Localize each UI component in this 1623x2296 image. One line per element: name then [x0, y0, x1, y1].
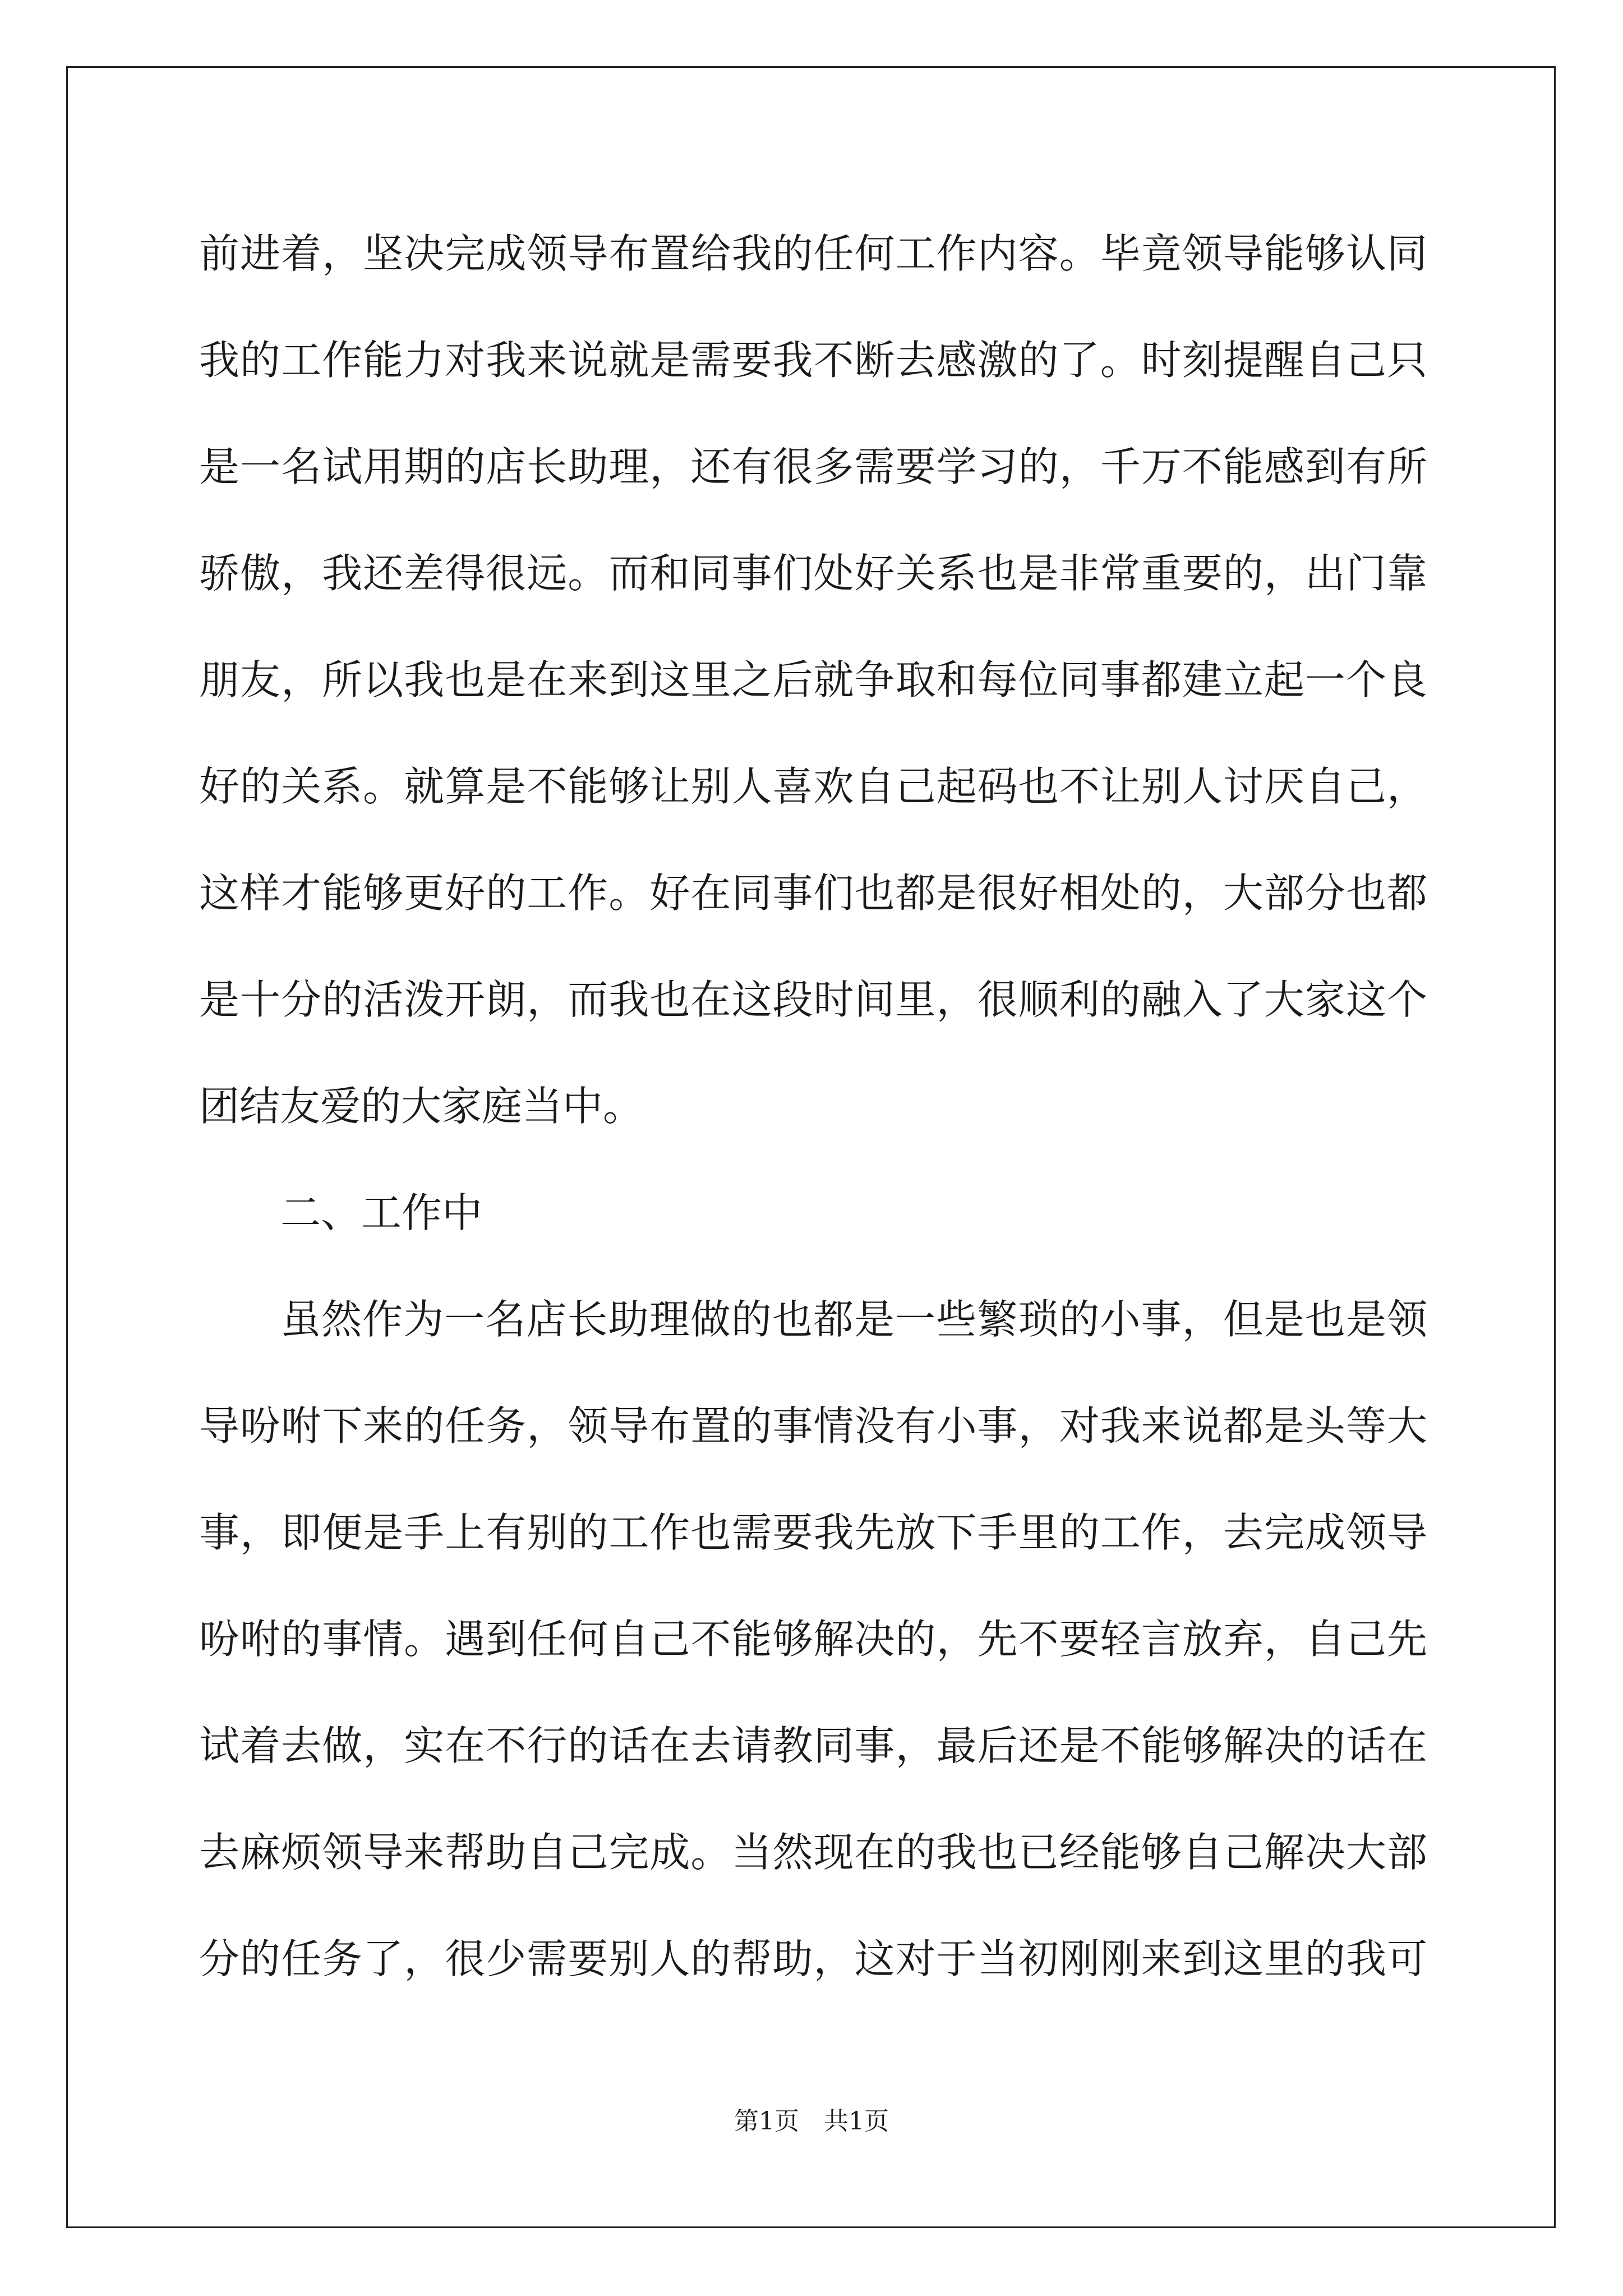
- body-line: 朋友，所以我也是在来到这里之后就争取和每位同事都建立起一个良: [199, 656, 1427, 703]
- body-line: 去麻烦领导来帮助自己完成。当然现在的我也已经能够自己解决大部: [199, 1829, 1427, 1876]
- page-footer: 第1页 共1页: [734, 2107, 889, 2136]
- body-line: 吩咐的事情。遇到任何自己不能够解决的，先不要轻言放弃，自己先: [199, 1616, 1427, 1663]
- body-line: 前进着，坚决完成领导布置给我的任何工作内容。毕竟领导能够认同: [199, 230, 1427, 277]
- body-line: 分的任务了，很少需要别人的帮助，这对于当初刚刚来到这里的我可: [199, 1935, 1427, 1982]
- body-line: 是十分的活泼开朗，而我也在这段时间里，很顺利的融入了大家这个: [199, 976, 1427, 1023]
- body-line: 骄傲，我还差得很远。而和同事们处好关系也是非常重要的，出门靠: [199, 550, 1427, 597]
- body-line: 好的关系。就算是不能够让别人喜欢自己起码也不让别人讨厌自己，: [199, 763, 1427, 810]
- body-line: 我的工作能力对我来说就是需要我不断去感激的了。时刻提醒自己只: [199, 337, 1427, 384]
- body-line: 团结友爱的大家庭当中。: [199, 1083, 644, 1130]
- body-line: 是一名试用期的店长助理，还有很多需要学习的，千万不能感到有所: [199, 443, 1427, 490]
- body-line: 试着去做，实在不行的话在去请教同事，最后还是不能够解决的话在: [199, 1722, 1427, 1769]
- section-heading: 二、工作中: [280, 1189, 483, 1236]
- document-body: [199, 209, 1427, 2021]
- body-line: 事，即便是手上有别的工作也需要我先放下手里的工作，去完成领导: [199, 1509, 1427, 1556]
- body-line: 导吩咐下来的任务，领导布置的事情没有小事，对我来说都是头等大: [199, 1402, 1427, 1450]
- body-line: 这样才能够更好的工作。好在同事们也都是很好相处的，大部分也都: [199, 869, 1427, 917]
- body-line: 虽然作为一名店长助理做的也都是一些繁琐的小事，但是也是领: [280, 1296, 1427, 1343]
